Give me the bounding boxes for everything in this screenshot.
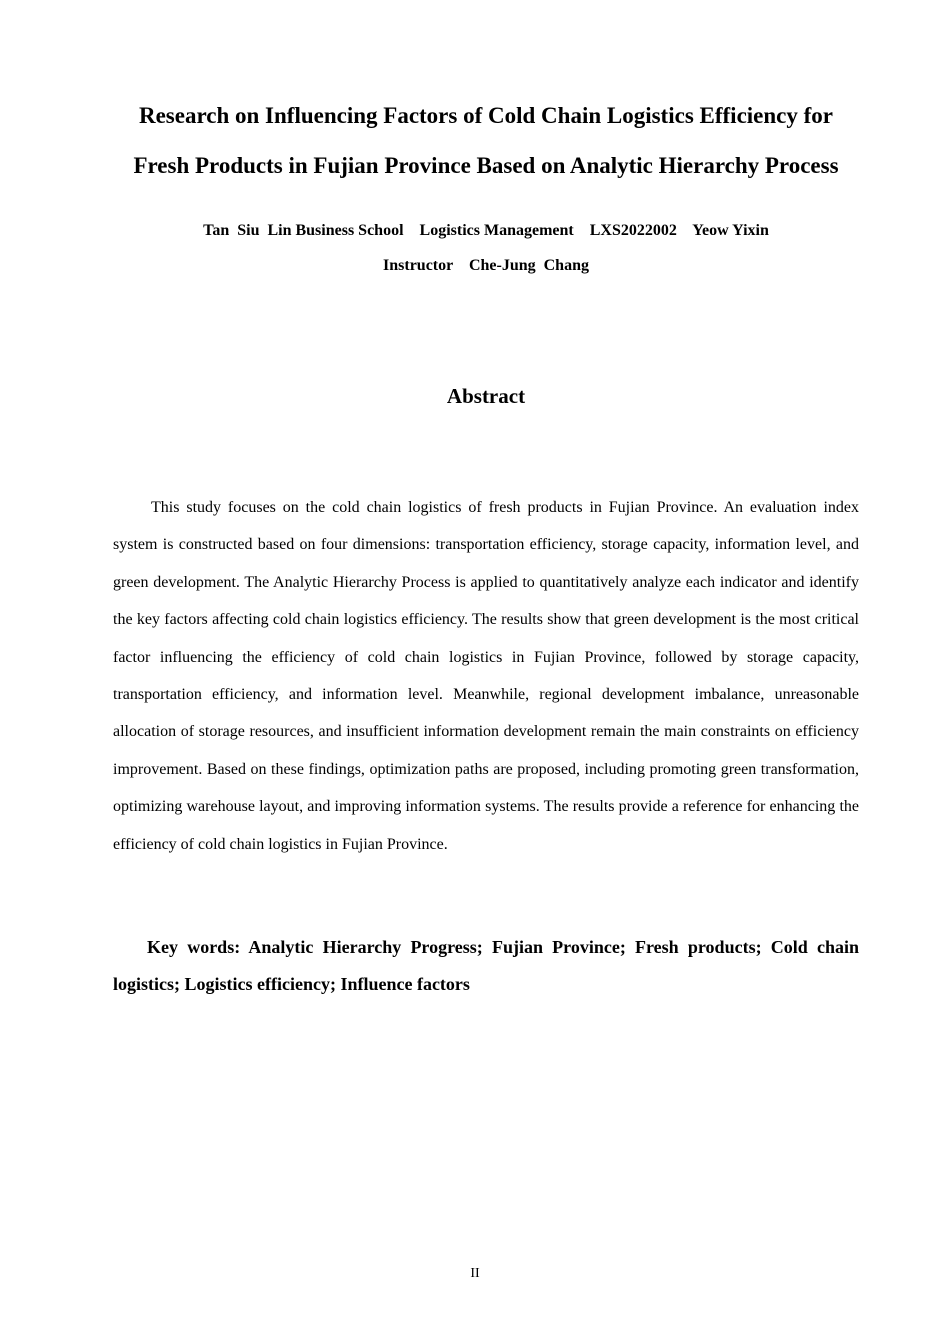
author-affiliation-line: Tan Siu Lin Business School Logistics Management LXS2022002 Yeow Yixin	[203, 222, 769, 239]
paper-title-line-2: Fresh Products in Fujian Province Based on Analytic Hierarchy Process	[133, 153, 839, 178]
abstract-body: This study focuses on the cold chain logistics of fresh products in Fujian Province. An evaluation index system is constructed based on four dimensions: transportation efficiency, storage capacity, information level, and green development. The Analytic Hierarchy Process is applied to quantitatively analyze each indicator and identify the key factors affecting cold chain logistics efficiency. The results show that green development is the most critical factor influencing the efficiency of cold chain logistics in Fujian Province, followed by storage capacity, transportation efficiency, and information level. Meanwhile, regional development imbalance, unreasonable allocation of storage resources, and insufficient information development remain the main constraints on efficiency improvement. Based on these findings, optimization paths are proposed, including promoting green transformation, optimizing warehouse layout, and improving information systems. The results provide a reference for enhancing the efficiency of cold chain logistics in Fujian Province.	[113, 499, 859, 853]
instructor-line: Instructor Che-Jung Chang	[383, 257, 589, 274]
abstract-heading: Abstract	[446, 384, 526, 408]
paper-title-line-1: Research on Influencing Factors of Cold Chain Logistics Efficiency for	[138, 103, 833, 128]
keywords-paragraph: Key words: Analytic Hierarchy Progress; Fujian Province; Fresh products; Cold chain logistics; Logistics efficiency; Influence factors	[113, 937, 859, 994]
page-number: II	[470, 1266, 480, 1281]
